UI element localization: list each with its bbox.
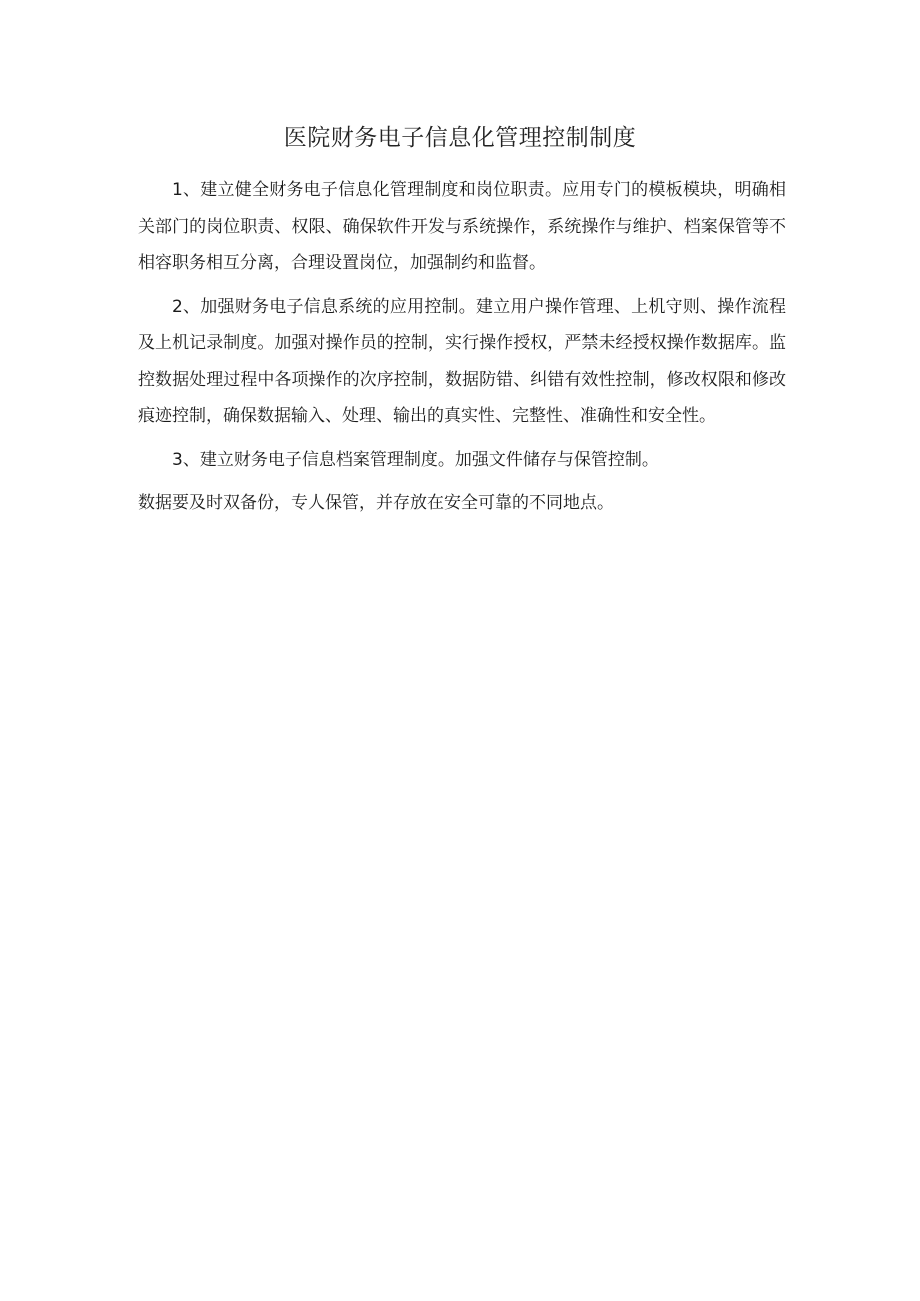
closing-paragraph: 数据要及时双备份，专人保管，并存放在安全可靠的不同地点。 [138, 493, 614, 513]
paragraph-1: 1、建立健全财务电子信息化管理制度和岗位职责。应用专门的模板模块，明确相关部门的岗位职责、权限、确保软件开发与系统操作，系统操作与维护、档案保管等不相容职务相互分离，合理设置岗位，加强制约和监督。 [138, 180, 786, 273]
document-body [138, 172, 786, 522]
paragraph-3: 3、建立财务电子信息档案管理制度。加强文件储存与保管控制。 [172, 449, 659, 470]
document-title: 医院财务电子信息化管理控制制度 [283, 125, 637, 151]
paragraph-2: 2、加强财务电子信息系统的应用控制。建立用户操作管理、上机守则、操作流程及上机记录制度。加强对操作员的控制，实行操作授权，严禁未经授权操作数据库。监控数据处理过程中各项操作的次序控制，数据防错、纠错有效性控制，修改权限和修改痕迹控制，确保数据输入、处理、输出的真实性、完整性、准确性和安全性。 [138, 296, 786, 426]
